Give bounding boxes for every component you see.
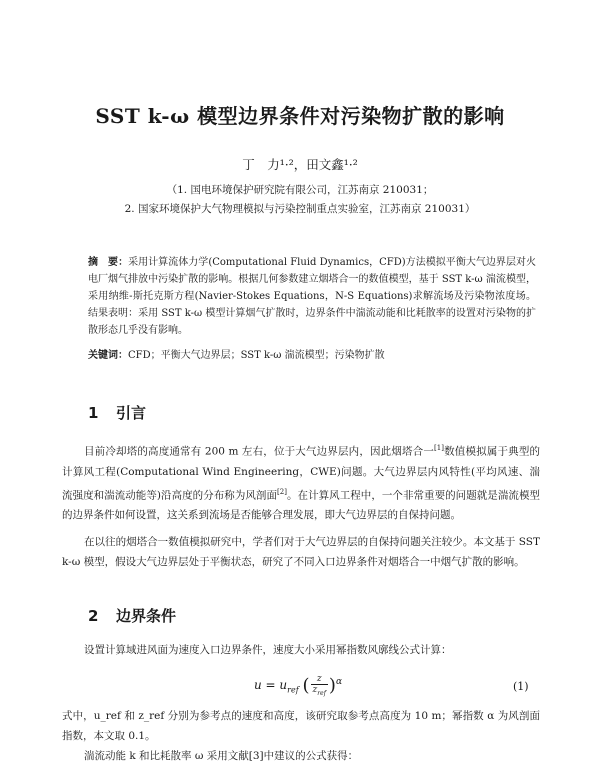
keywords-label: 关键词：	[88, 350, 128, 361]
keywords	[88, 348, 536, 364]
section-1-number: 1	[88, 404, 99, 422]
affiliation-line-2: 2. 国家环境保护大气物理模拟与污染控制重点实验室，江苏南京 210031）	[124, 203, 476, 215]
section-2-paragraph-2: 式中，u_ref 和 z_ref 分别为参考点的速度和高度，该研究取参考点高度为 10 m；幂指数 α 为风剖面指数，本文取 0.1。	[62, 710, 540, 742]
citation-2: [2]	[277, 487, 287, 496]
section-2-paragraph-1: 设置计算域进风面为速度入口边界条件，速度大小采用幂指数风廓线公式计算：	[84, 644, 452, 656]
formula-lhs-sub: ref	[287, 685, 299, 695]
paper-authors: 丁 力¹·²，田文鑫¹·²	[242, 157, 358, 172]
fraction-denominator	[311, 685, 328, 697]
keywords-text: CFD；平衡大气边界层；SST k-ω 湍流模型；污染物扩散	[128, 350, 385, 361]
section-1-paragraph-2: 在以往的烟塔合一数值模拟研究中，学者们对于大气边界层的自保持问题关注较少。本文基于 SST k-ω 模型，假设大气边界层处于平衡状态，研究了不同入口边界条件对烟塔合一中烟气扩散的影响。	[62, 536, 540, 568]
s1p1-text-a: 目前冷却塔的高度通常有 200 m 左右，位于大气边界层内，因此烟塔合一	[84, 445, 435, 458]
formula-paren-close: )	[328, 674, 336, 696]
formula-paren-open: (	[302, 674, 310, 696]
paper-title: SST k-ω 模型边界条件对污染物扩散的影响	[95, 104, 505, 128]
formula-exponent: α	[335, 676, 343, 687]
abstract-text: 采用计算流体力学(Computational Fluid Dynamics，CFD)方法模拟平衡大气边界层对火电厂烟气排放中污染扩散的影响。根据几何参数建立烟塔合一的数值模型，基于 SST k-ω 湍流模型，采用纳维-斯托克斯方程(Navier-Stokes Equations，N-S Equations)求解流场及污染物浓度场。结果表明：采用 SST k-ω 模型计算烟气扩散时，边界条件中湍流动能和比耗散率的设置对污染物的扩散形态几乎没有影响。	[88, 257, 536, 336]
section-2-title: 边界条件	[116, 607, 177, 625]
formula-lhs: u = u	[254, 677, 288, 692]
section-2-heading	[88, 605, 176, 626]
affiliation-line-1: （1. 国电环境保护研究院有限公司，江苏南京 210031；	[166, 184, 434, 196]
section-1-heading	[88, 402, 146, 423]
abstract-label: 摘 要：	[88, 257, 129, 268]
formula-fraction	[311, 674, 328, 697]
section-2-number: 2	[88, 607, 99, 625]
section-1-title: 引言	[116, 404, 147, 422]
section-1-paragraph-1	[62, 438, 540, 525]
equation-1	[0, 670, 600, 704]
equation-number: (1)	[513, 680, 529, 693]
citation-1: [1]	[434, 444, 444, 452]
s1p1-text-c: 。在计算风工程中，一个非常重要的问题就是湍流模型的边界条件如何设置，这关系到流场是否能够合理发展，即大气边界层的自保持问题。	[62, 489, 540, 521]
equation-1-body	[254, 674, 342, 697]
fraction-numerator: z	[311, 674, 328, 685]
section-2-paragraph-3: 湍流动能 k 和比耗散率 ω 采用文献[3]中建议的公式获得：	[84, 750, 359, 762]
s1p1-text-b: 数值模拟属于典型的计算风工程(Computational Wind Engineering，CWE)问题。大气边界层内风特性(平均风速、湍流强度和湍流动能等)沿高度的分布称为风剖面	[62, 445, 541, 501]
abstract	[88, 254, 536, 339]
fraction-den-var: z	[312, 685, 318, 695]
fraction-den-sub: ref	[317, 689, 326, 697]
